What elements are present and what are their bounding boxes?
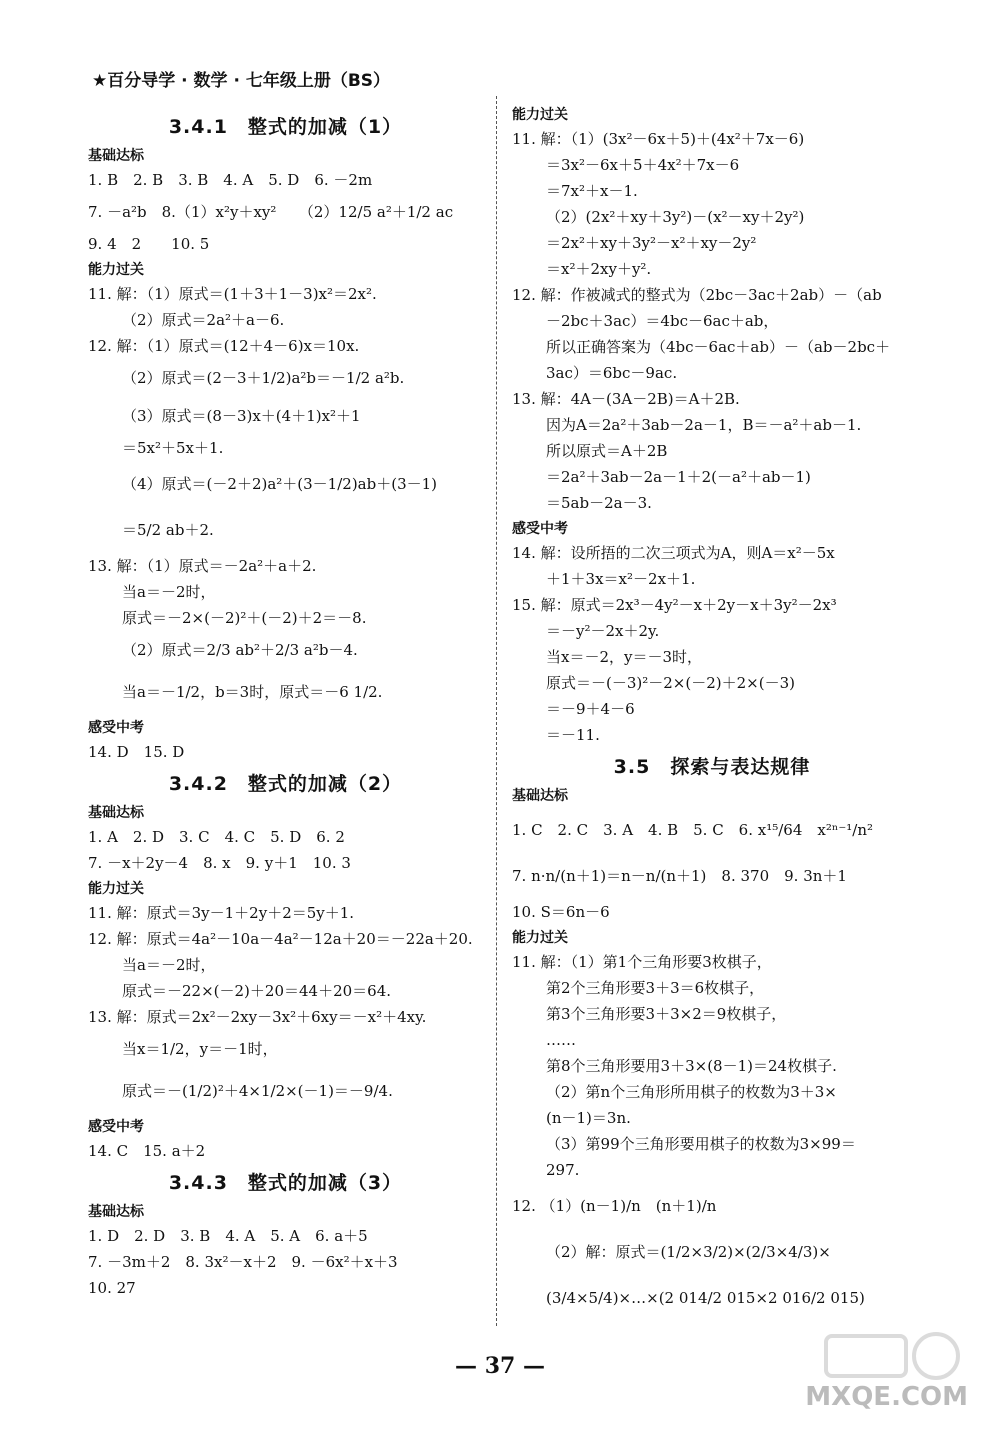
answer-line: 14. 解：设所捂的二次三项式为A，则A＝x²－5x — [512, 544, 835, 562]
answer-line: 12. 解：（1）原式＝(12＋4－6)x＝10x. — [88, 337, 360, 355]
answer-line: 1. D 2. D 3. B 4. A 5. A 6. a＋5 — [88, 1227, 368, 1245]
right-column — [512, 102, 912, 1321]
answer-line: 11. 解：（1）原式＝(1＋3＋1－3)x²＝2x². — [88, 285, 377, 303]
page-number: — 37 — — [455, 1353, 545, 1379]
answer-line: 1. B 2. B 3. B 4. A 5. D 6. －2m — [88, 171, 373, 189]
answer-line: （3）原式＝(8－3)x＋(4＋1)x²＋1 — [122, 407, 361, 425]
answer-line: (3/4×5/4)×…×(2 014/2 015×2 016/2 015) — [546, 1289, 865, 1307]
section-heading: 基础达标 — [88, 805, 144, 821]
answer-line: 13. 解：（1）原式＝－2a²＋a＋2. — [88, 557, 317, 575]
answer-line: 原式＝－(－3)²－2×(－2)＋2×(－3) — [546, 674, 795, 692]
answer-line: 所以正确答案为（4bc－6ac＋ab）－（ab－2bc＋ — [546, 338, 891, 356]
answer-line: 15. 解：原式＝2x³－4y²－x＋2y－x＋3y²－2x³ — [512, 596, 837, 614]
answer-line: 12. （1）(n－1)/n (n＋1)/n — [512, 1197, 717, 1215]
answer-line: 原式＝－2×(－2)²＋(－2)＋2＝－8. — [122, 609, 367, 627]
page-header: ★百分导学 · 数学 · 七年级上册（BS） — [92, 71, 391, 91]
answer-line: （2）原式＝2a²＋a－6. — [122, 311, 285, 329]
answer-line: 第3个三角形要3＋3×2＝9枚棋子， — [546, 1005, 787, 1023]
answer-line: 第2个三角形要3＋3＝6枚棋子， — [546, 979, 765, 997]
answer-line: 12. 解：作被减式的整式为（2bc－3ac＋2ab）－（ab — [512, 286, 882, 304]
answer-line: 11. 解：（1）第1个三角形要3枚棋子， — [512, 953, 772, 971]
answer-line: （2）(2x²＋xy＋3y²)－(x²－xy＋2y²) — [546, 208, 805, 226]
answer-line: 第8个三角形要用3＋3×(8－1)＝24枚棋子. — [546, 1057, 837, 1075]
section-title: 3.4.3 整式的加减（3） — [168, 1172, 403, 1194]
column-divider — [496, 96, 497, 1326]
answer-line: ＝5/2 ab＋2. — [122, 521, 214, 539]
section-heading: 感受中考 — [88, 720, 144, 736]
answer-line: 当x＝1/2，y＝－1时， — [122, 1040, 278, 1058]
section-heading: 能力过关 — [512, 107, 568, 123]
answer-line: （2）原式＝2/3 ab²＋2/3 a²b－4. — [122, 641, 358, 659]
answer-line: ＝5x²＋5x＋1. — [122, 439, 224, 457]
answer-line: 7. －a²b 8.（1）x²y＋xy² （2）12/5 a²＋1/2 ac — [88, 203, 454, 221]
answer-line: 所以原式＝A＋2B — [546, 442, 668, 460]
answer-line: ＝2a²＋3ab－2a－1＋2(－a²＋ab－1) — [546, 468, 811, 486]
answer-line: 当x＝－2，y＝－3时， — [546, 648, 703, 666]
left-column — [88, 108, 483, 1301]
answer-line: ＝5ab－2a－3. — [546, 494, 652, 512]
answer-line: 7. n·n/(n＋1)＝n－n/(n＋1) 8. 370 9. 3n＋1 — [512, 867, 847, 885]
answer-line: ＝－9＋4－6 — [546, 700, 635, 718]
answer-line: ＝－y²－2x＋2y. — [546, 622, 660, 640]
answer-line: 11. 解：原式＝3y－1＋2y＋2＝5y＋1. — [88, 904, 355, 922]
section-heading: 基础达标 — [88, 1204, 144, 1220]
answer-line: 297. — [546, 1161, 580, 1179]
answer-line: 当a＝－2时， — [122, 956, 216, 974]
section-heading: 感受中考 — [512, 521, 568, 537]
answer-line: 当a＝－1/2，b＝3时，原式＝－6 1/2. — [122, 683, 383, 701]
answer-line: 3ac）＝6bc－9ac. — [546, 364, 678, 382]
section-heading: 感受中考 — [88, 1119, 144, 1135]
answer-line: （2）第n个三角形所用棋子的枚数为3＋3× — [546, 1083, 837, 1101]
answer-line: ＝2x²＋xy＋3y²－x²＋xy－2y² — [546, 234, 757, 252]
answer-line: 14. D 15. D — [88, 743, 185, 761]
answer-line: …… — [546, 1031, 576, 1049]
answer-line: 1. A 2. D 3. C 4. C 5. D 6. 2 — [88, 828, 345, 846]
answer-line: 13. 解：4A－(3A－2B)＝A＋2B. — [512, 390, 740, 408]
answer-line: ＋1＋3x＝x²－2x＋1. — [546, 570, 696, 588]
answer-line: （2）原式＝(2－3＋1/2)a²b＝－1/2 a²b. — [122, 369, 405, 387]
answer-line: 13. 解：原式＝2x²－2xy－3x²＋6xy＝－x²＋4xy. — [88, 1008, 427, 1026]
answer-line: 1. C 2. C 3. A 4. B 5. C 6. x¹⁵/64 x²ⁿ⁻¹/n² — [512, 821, 874, 839]
answer-line: 因为A＝2a²＋3ab－2a－1，B＝－a²＋ab－1. — [546, 416, 862, 434]
section-heading: 能力过关 — [88, 881, 144, 897]
answer-line: 7. －x＋2y－4 8. x 9. y＋1 10. 3 — [88, 854, 351, 872]
answer-line: （3）第99个三角形要用棋子的枚数为3×99＝ — [546, 1135, 856, 1153]
answer-line: 原式＝－(1/2)²＋4×1/2×(－1)＝－9/4. — [122, 1082, 393, 1100]
section-heading: 基础达标 — [512, 788, 568, 804]
answer-line: 原式＝－22×(－2)＋20＝44＋20＝64. — [122, 982, 392, 1000]
answer-line: 10. 27 — [88, 1279, 136, 1297]
section-heading: 能力过关 — [512, 930, 568, 946]
section-heading: 基础达标 — [88, 148, 144, 164]
answer-line: 当a＝－2时， — [122, 583, 216, 601]
section-title: 3.4.2 整式的加减（2） — [168, 773, 403, 795]
answer-line: ＝3x²－6x＋5＋4x²＋7x－6 — [546, 156, 740, 174]
answer-line: （4）原式＝(－2＋2)a²＋(3－1/2)ab＋(3－1) — [122, 475, 438, 493]
watermark-text: MXQE.COM — [805, 1382, 968, 1412]
section-title: 3.5 探索与表达规律 — [613, 756, 811, 778]
answer-line: 11. 解：（1）(3x²－6x＋5)＋(4x²＋7x－6) — [512, 130, 805, 148]
answer-line: （2）解：原式＝(1/2×3/2)×(2/3×4/3)× — [546, 1243, 831, 1261]
answer-line: ＝7x²＋x－1. — [546, 182, 638, 200]
answer-line: (n－1)＝3n. — [546, 1109, 631, 1127]
answer-line: 7. －3m＋2 8. 3x²－x＋2 9. －6x²＋x＋3 — [88, 1253, 398, 1271]
answer-line: －2bc＋3ac）＝4bc－6ac＋ab， — [546, 312, 779, 330]
answer-line: ＝x²＋2xy＋y². — [546, 260, 652, 278]
answer-line: ＝－11. — [546, 726, 600, 744]
answer-line: 10. S＝6n－6 — [512, 903, 610, 921]
answer-line: 9. 4 2 10. 5 — [88, 235, 210, 253]
answer-line: 12. 解：原式＝4a²－10a－4a²－12a＋20＝－22a＋20. — [88, 930, 473, 948]
section-heading: 能力过关 — [88, 262, 144, 278]
answer-line: 14. C 15. a＋2 — [88, 1142, 206, 1160]
section-title: 3.4.1 整式的加减（1） — [168, 116, 403, 138]
